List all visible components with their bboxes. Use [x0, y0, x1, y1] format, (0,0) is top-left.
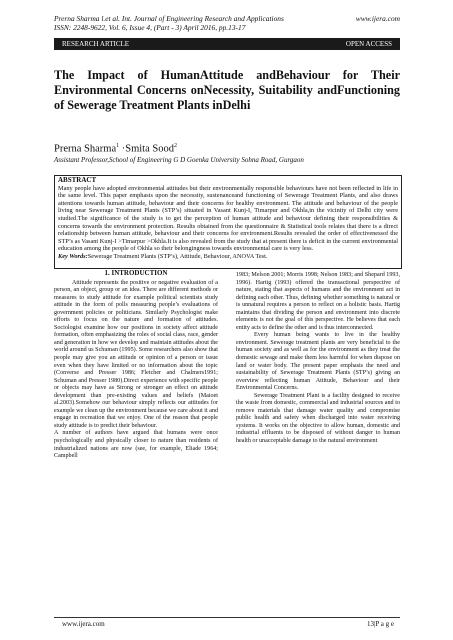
intro-paragraph: 1983; Melson 2001; Morris 1998; Nelson 1983; and Shepard 1993, 1996). Hartig (1993) offered the transactional perspective of nature, stating that aspects of humans and the environment act in defining each other. Thus, defining whether something is natural or is unnatural requires a person to reflect on a holistic basis. Hartig maintains that dividing the person and environment into discrete elements is not the goal of this perspective. He believes that each entity acts to define the other and is thus interconnected.	[236, 272, 400, 331]
open-access-label: OPEN ACCESS	[345, 40, 392, 48]
page-footer	[54, 617, 400, 630]
journal-url[interactable]: www.ijera.com	[355, 14, 400, 23]
keywords-text: Sewerage Treatment Plants (STP’s), Attitude, Behaviour, ANOVA Test.	[87, 252, 268, 260]
abstract-text: Many people have adopted environmental attitudes but their environmentally responsible behaviours have not been reflected in life in the same level. This paper emphasis upon the necessity, sustenanceand functioning of Sewerage Treatment Plants, and also draws attentions towards human attitude, behaviour and their concerns for healthy environment. The attitude and behaviour of the people living near Sewerage Treatment Plants (STP’s) situated in Vasant Kunj-I, Timarpur and Okhla,in the vicinity of Delhi city were studied.The significance of the study is to get the perception of human attitude and behaviour defining their responsibilities & concerns towards the environment protection. Results obtained from the questionnaire & Statistical tools relates that there is a direct relationship between human attitude, behaviour and their concerns for environment.Results revealed the order of effectivenessof the STP’s as Vasant Kunj-I >Timarpur >Okhla.It is also revealed from the study that at present there is deficit in the current environmental education among the people of Okhla so their belongingness towards environmental care is very less.	[58, 184, 398, 253]
running-header	[54, 14, 400, 33]
intro-heading: 1. INTRODUCTION	[104, 269, 168, 277]
footer-url[interactable]: www.ijera.com	[62, 620, 105, 628]
research-article-label: RESEARCH ARTICLE	[62, 40, 130, 48]
intro-paragraph: Sewerage Treatment Plant is a facility designed to receive the waste from domestic, commercial and industrial sources and to remove materials that damage water quality and compromise public health and safety when discharged into water receiving systems. It works on the objective to allow human, domestic and industrial effluents to be disposed of without danger to human health or unacceptable damage to the natural environment	[236, 392, 400, 445]
intro-paragraph: A number of authors have argued that humans were once psychologically and physically closer to nature than residents of industrialized nations are now (see, for example, Eliade 1964; Campbell	[54, 430, 218, 460]
paper-title: The Impact of HumanAttitude andBehaviour for Their Environmental Concerns onNecessity, Suitability andFunctioning of Sewerage Treatment Plants inDelhi	[54, 68, 400, 112]
abstract-heading: ABSTRACT	[58, 176, 97, 184]
author-1-sup: 1	[116, 143, 120, 149]
intro-paragraph: Attitude represents the positive or negative evaluation of a person, an object, group or an idea. There are different methods or measures to study attitude for example political scientists study attitude in the form of polls measuring people’s evaluations of government policies or politicians. Similarly Psychologist make efforts to focus on the nature and formation of attitudes. Sociologist examine how our positions in society affect attitude formation, often emphasizing the roles of social class, race, gender and generation in how we develop and maintain attitudes about the world around us Schuman (1995). Some researchers also show that people may give you an attitude or opinion of a person or issue even when they have limited or no information about the topic (Converse and Presser 1986; Fletcher and Chalmers1991; Schuman and Presser 1980).Direct experience with specific people or objects may have as Strong or stronger an effect on attitude development than pre-existing values and beliefs (Maioet al.2003).Somehow our behaviour simply reflects our attitudes for example we clean up the environment because we care about it and engage in recreation that we enjoy. One of the reason that people study attitude is to predict their behaviour.	[54, 279, 218, 429]
author-line	[54, 140, 400, 156]
author-1: Prerna Sharma	[54, 143, 117, 155]
citation-line-2: ISSN: 2248-9622, Vol. 6, Issue 4, (Part - 3) April 2016, pp.13-17	[54, 23, 246, 33]
keywords-label: Key Words:	[58, 252, 88, 260]
page-number: 13|P a g e	[367, 620, 394, 628]
intro-paragraph: Every human being wants to live in the healthy environment. Sewerage treatment plants are very beneficial to the human society and as well as for the environment as they treat the domestic sewage and make them less harmful for when dispose on land or water body. The present paper emphasis the need and sustainability of Sewerage Treatment Plants (STP’s) giving an overview reflecting human Attitude, Behaviour and their Environmental Concerns.	[236, 332, 400, 392]
keywords	[58, 253, 398, 261]
citation-line-1: Prerna Sharma l.et al. Int. Journal of Engineering Research and Applications	[54, 14, 284, 23]
affiliation: Assistant Professor,School of Engineering G D Goenka University Sohna Road, Gurgaon	[54, 156, 304, 164]
left-column	[54, 270, 218, 461]
author-2-sup: 2	[173, 143, 177, 149]
article-type-band	[54, 38, 400, 50]
right-column	[236, 272, 400, 446]
abstract-box	[54, 175, 402, 269]
author-2: ·Smita Sood	[119, 143, 174, 155]
